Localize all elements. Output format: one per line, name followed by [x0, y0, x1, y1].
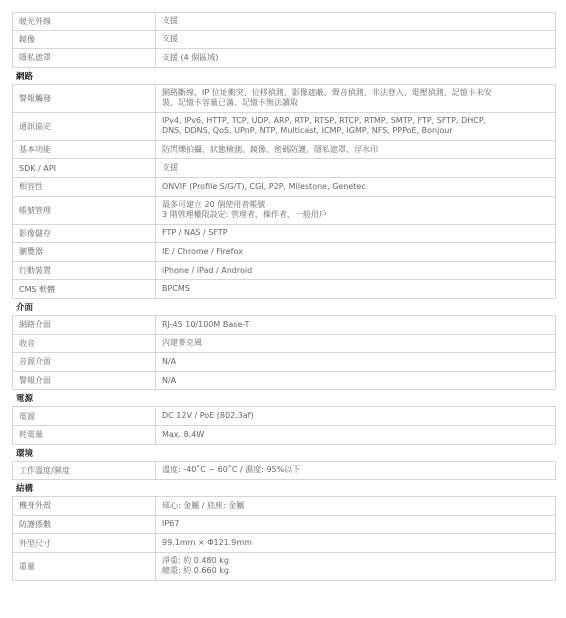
- spec-label: 鏡像: [13, 31, 156, 49]
- spec-value-line: RJ-45 10/100M Base-T: [162, 319, 250, 329]
- spec-value: [156, 316, 555, 334]
- spec-value: [156, 113, 555, 140]
- spec-label: 基本功能: [13, 141, 156, 159]
- spec-value-line: 3 階管理權限設定: 管理者、操作者、一般用戶: [162, 210, 327, 220]
- spec-value: [156, 243, 555, 261]
- section-header: [12, 68, 556, 85]
- spec-value: [156, 534, 555, 552]
- spec-value: [156, 426, 555, 444]
- spec-value: [156, 141, 555, 159]
- spec-value-line: ONVIF (Profile S/G/T), CGI, P2P, Milestone, Genetec: [162, 181, 366, 191]
- section-title: 網路: [16, 71, 34, 82]
- spec-value: [156, 262, 555, 280]
- spec-label: 網路介面: [13, 316, 156, 334]
- spec-value: [156, 497, 555, 515]
- spec-value-line: BPCMS: [162, 284, 190, 294]
- section-title: 電源: [16, 394, 34, 405]
- spec-row: [12, 113, 556, 141]
- spec-value-line: 內建麥克風: [162, 338, 202, 348]
- section-title: 結構: [16, 484, 34, 495]
- spec-row: [12, 335, 556, 354]
- spec-label: 外型尺寸: [13, 534, 156, 552]
- spec-label: 機身外殼: [13, 497, 156, 515]
- spec-row: [12, 225, 556, 244]
- spec-label: SDK / API: [13, 159, 156, 177]
- spec-label: 防護係數: [13, 516, 156, 534]
- spec-value: [156, 516, 555, 534]
- spec-row: [12, 372, 556, 391]
- section-header: [12, 480, 556, 497]
- spec-value-line: 淨重: 約 0.480 kg: [162, 556, 229, 566]
- spec-row: [12, 280, 556, 299]
- spec-row: [12, 197, 556, 225]
- spec-value: [156, 178, 555, 196]
- spec-value-line: N/A: [162, 375, 177, 385]
- spec-row: [12, 516, 556, 535]
- section-title: 介面: [16, 302, 34, 313]
- spec-value-line: IPv4, IPv6, HTTP, TCP, UDP, ARP, RTP, RTSP, RTCP, RTMP, SMTP, FTP, SFTP, DHCP,: [162, 116, 487, 126]
- spec-value: [156, 407, 555, 425]
- spec-value-line: 總重: 約 0.660 kg: [162, 566, 229, 576]
- spec-row: [12, 353, 556, 372]
- spec-value: [156, 553, 555, 580]
- spec-row: [12, 316, 556, 335]
- spec-value: [156, 49, 555, 67]
- spec-value: [156, 31, 555, 49]
- spec-value-line: 支援: [162, 34, 178, 44]
- spec-value: [156, 159, 555, 177]
- spec-label: 警報觸發: [13, 85, 156, 112]
- spec-row: [12, 407, 556, 426]
- spec-row: [12, 31, 556, 50]
- spec-value: [156, 353, 555, 371]
- spec-row: [12, 141, 556, 160]
- spec-value-line: FTP / NAS / SFTP: [162, 228, 228, 238]
- spec-value: [156, 13, 555, 30]
- spec-value-line: N/A: [162, 356, 177, 366]
- spec-value: [156, 85, 555, 112]
- section-header: [12, 390, 556, 407]
- spec-value: [156, 462, 555, 480]
- spec-value-line: 最多可建立 20 個使用者帳號: [162, 200, 266, 210]
- spec-value: [156, 280, 555, 298]
- spec-row: [12, 243, 556, 262]
- spec-value-line: 支援: [162, 16, 178, 26]
- spec-row: [12, 12, 556, 31]
- spec-value-line: 99.1mm × Φ121.9mm: [162, 538, 252, 548]
- spec-value-line: IP67: [162, 519, 180, 529]
- spec-row: [12, 497, 556, 516]
- spec-label: 音源介面: [13, 353, 156, 371]
- section-header: [12, 445, 556, 462]
- spec-value-line: iPhone / iPad / Android: [162, 265, 253, 275]
- spec-value-line: DNS, DDNS, QoS, UPnP, NTP, Multicast, ICMP, IGMP, NFS, PPPoE, Bonjour: [162, 126, 453, 136]
- spec-label: 重量: [13, 553, 156, 580]
- spec-row: [12, 262, 556, 281]
- spec-label: 工作溫度/濕度: [13, 462, 156, 480]
- spec-label: CMS 軟體: [13, 280, 156, 298]
- spec-value: [156, 197, 555, 224]
- spec-value-line: 溫度: -40˚C ~ 60˚C / 濕度: 95%以下: [162, 465, 301, 475]
- spec-value-line: 網路斷線、IP 位址衝突、位移偵測、影像遮蔽、聲音偵測、非法登入、電壓偵測、記憶卡未安: [162, 88, 492, 98]
- spec-label: 隱私遮罩: [13, 49, 156, 67]
- spec-table: [12, 12, 556, 581]
- spec-label: 帳號管理: [13, 197, 156, 224]
- spec-value: [156, 225, 555, 243]
- spec-label: 相容性: [13, 178, 156, 196]
- spec-row: [12, 553, 556, 581]
- spec-label: 通訊協定: [13, 113, 156, 140]
- spec-value-line: DC 12V / PoE (802.3af): [162, 411, 254, 421]
- spec-value-line: 支援: [162, 163, 178, 173]
- spec-label: 瀏覽器: [13, 243, 156, 261]
- spec-value-line: 裝、記憶卡容量已滿、記憶卡無法讀取: [162, 98, 298, 108]
- spec-row: [12, 426, 556, 445]
- spec-row: [12, 159, 556, 178]
- spec-row: [12, 462, 556, 481]
- spec-row: [12, 178, 556, 197]
- spec-value-line: Max. 8.4W: [162, 429, 205, 439]
- spec-row: [12, 534, 556, 553]
- spec-label: 影像儲存: [13, 225, 156, 243]
- section-header: [12, 299, 556, 316]
- spec-label: 電源: [13, 407, 156, 425]
- spec-value: [156, 335, 555, 353]
- spec-label: 行動裝置: [13, 262, 156, 280]
- spec-value: [156, 372, 555, 390]
- spec-label: 警報介面: [13, 372, 156, 390]
- section-title: 環境: [16, 448, 34, 459]
- spec-value-line: 防閃爍拍攝、狀態檢測、鏡像、密碼防護、隱私遮罩、浮水印: [162, 144, 378, 154]
- spec-value-line: 球心: 金屬 / 底座: 金屬: [162, 500, 245, 510]
- spec-value-line: 支援 (4 個區域): [162, 52, 219, 62]
- spec-value-line: IE / Chrome / Firefox: [162, 246, 243, 256]
- spec-row: [12, 85, 556, 113]
- spec-label: 耗電量: [13, 426, 156, 444]
- spec-label: 收音: [13, 335, 156, 353]
- spec-row: [12, 49, 556, 68]
- spec-label: 暖光外線: [13, 13, 156, 30]
